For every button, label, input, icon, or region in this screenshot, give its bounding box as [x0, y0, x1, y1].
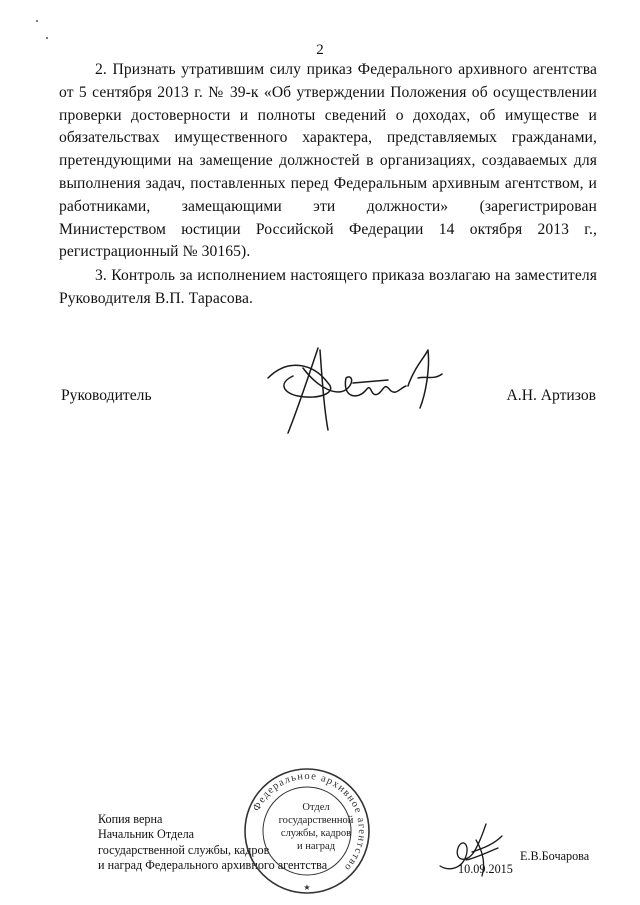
signatory-title: Руководитель	[61, 387, 152, 404]
page-number: 2	[316, 42, 324, 58]
copy-line: и наград Федерального архивного агентства	[98, 858, 328, 873]
copy-signer-name: Е.В.Бочарова	[520, 849, 590, 863]
stamp-inner-line: государственной	[278, 815, 354, 826]
stamp-ring-text: Федеральное архивное агентство	[251, 770, 368, 874]
scan-speck	[36, 20, 38, 22]
svg-text:★: ★	[303, 883, 311, 892]
copy-line: Начальник Отдела	[98, 827, 195, 842]
stamp-inner-line: Отдел	[302, 802, 330, 813]
copy-line: Копия верна	[98, 812, 163, 826]
paragraph-2: 2. Признать утратившим силу приказ Федерального архивного агентства от 5 сентября 2013 г. № 39-к «Об утверждении Положения об осуществлении проверки достоверности и полноты сведений о доходах, об имуществе и обязательствах имущественного характера, представляемых гражданами, претендующими на замещение должностей в организациях, создаваемых для выполнения задач, поставленных перед Федеральным архивным агентством, и работниками, замещающими эти должности» (зарегистрирован Министерством юстиции Российской Федерации 14 октября 2013 г., регистрационный № 30165).	[59, 61, 597, 261]
signatory-name: А.Н. Артизов	[506, 387, 596, 404]
stamp-inner-line: службы, кадров	[280, 828, 352, 839]
scan-speck	[46, 37, 48, 39]
paragraph-3: 3. Контроль за исполнением настоящего приказа возлагаю на заместителя Руководителя В.П. Тарасова.	[59, 267, 597, 307]
stamp-inner-line: и наград	[296, 841, 336, 852]
copy-date: 10.09.2015	[458, 862, 513, 876]
stamp-inner-text	[264, 801, 368, 853]
copy-line: государственной службы, кадров	[98, 842, 270, 857]
handwritten-signature	[258, 338, 448, 438]
